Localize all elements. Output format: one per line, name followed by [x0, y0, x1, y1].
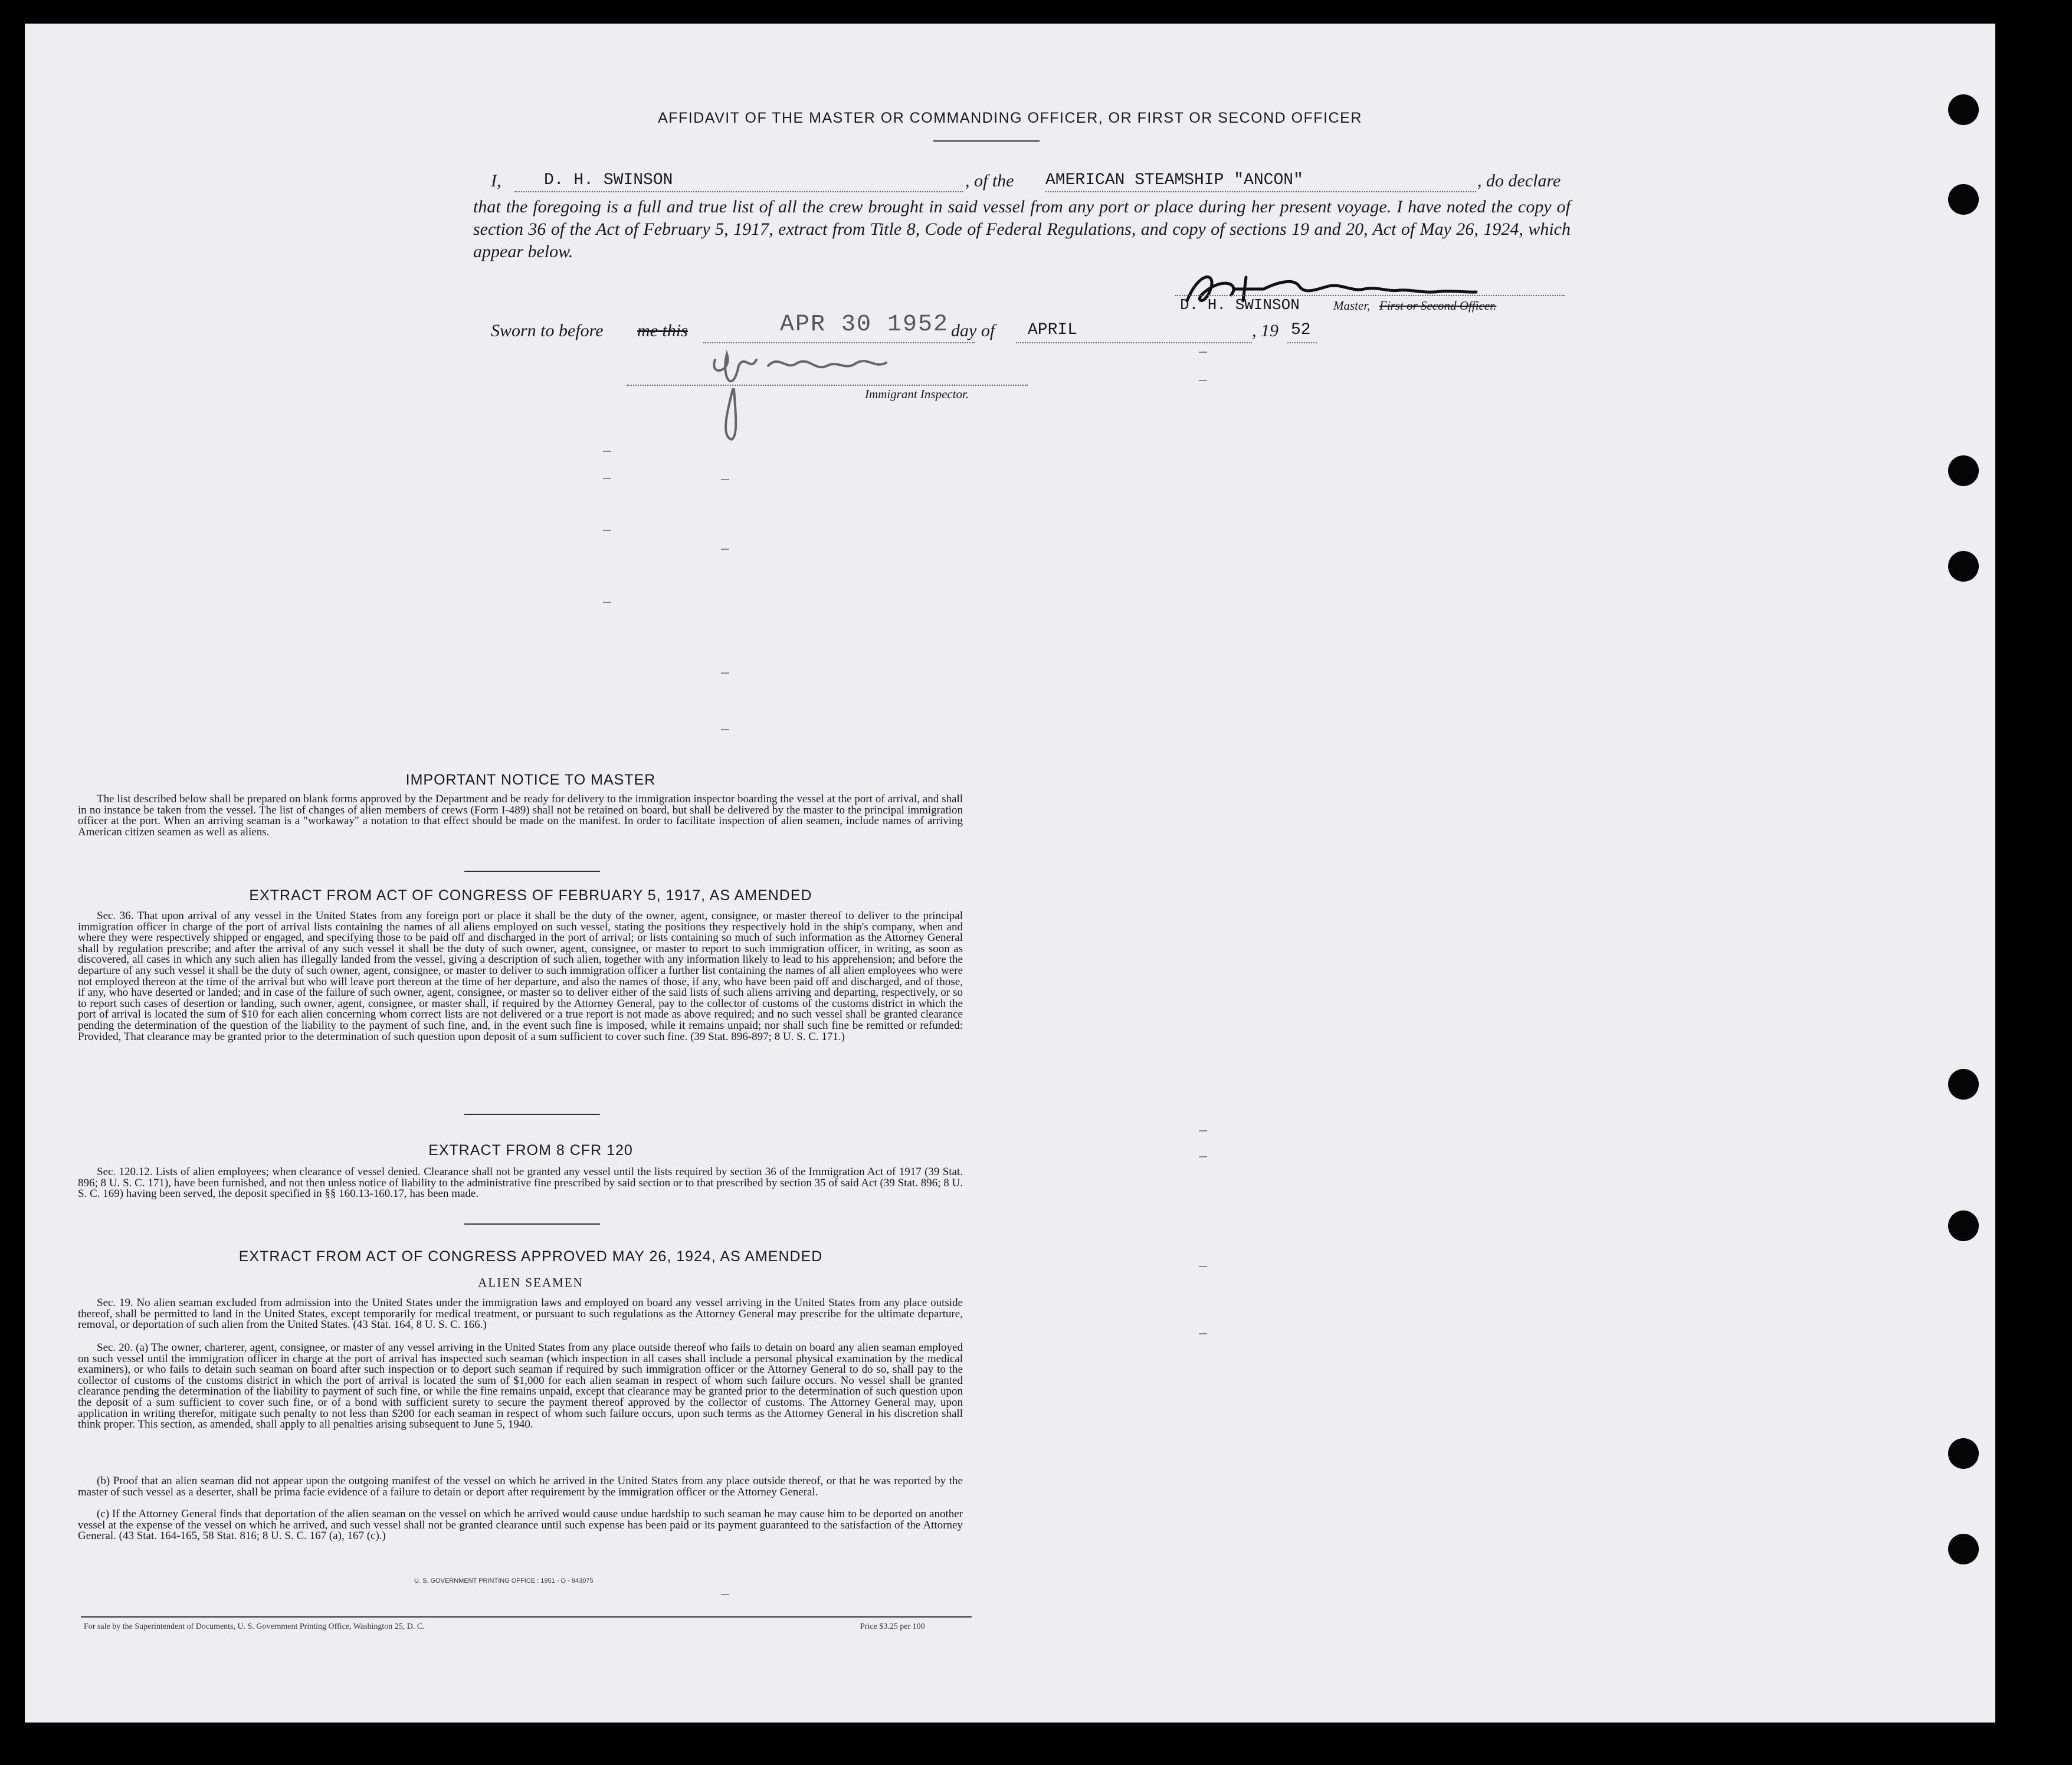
notice-text: The list described below shall be prepared on blank forms approved by the Department and be ready for delivery to the immigration inspector boarding the vessel at the port of arrival, and shall in no instance be taken from the vessel. The list of changes of alien members of crews (Form I-489) shall not be retained on board, but shall be delivered by the master to the principal immigration officer at the port. When an arriving seaman is a "workaway" a notation to that effect should be made on the manifest. In order to facilitate inspection of alien seamen, include names of arriving American citizen seamen as well as aliens.: [78, 793, 963, 838]
ruling-mark: [1199, 1130, 1207, 1131]
ruling-mark: [603, 451, 611, 452]
extract-1924-sec20b: (b) Proof that an alien seaman did not appear upon the outgoing manifest of the vessel on which he arrived in the United States from any place outside thereof, or that he was reported by the master of such vessel as a deserter, shall be prima facie evidence of a failure to detain or deport after requirement by the immigration officer or the Attorney General.: [78, 1475, 963, 1498]
gpo-imprint: U. S. GOVERNMENT PRINTING OFFICE : 1951 - O - 943075: [414, 1577, 594, 1584]
ruling-mark: [603, 602, 611, 603]
extract-cfr-text: Sec. 120.12. Lists of alien employees; when clearance of vessel denied. Clearance shall not be granted any vessel until the lists required by section 36 of the Immigration Act of 1917 (39 Stat. 896; 8 U. S. C. 171), have been furnished, and not then unless notice of liability to the administrative fine prescribed by said section or to that prescribed by section 35 of said Act (39 Stat. 896; 8 U. S. C. 169) having been served, the deposit specified in §§ 160.13-160.17, has been made.: [78, 1166, 963, 1200]
ruling-mark: [721, 549, 729, 550]
ruling-mark: [1199, 1156, 1207, 1157]
ruling-mark: [1199, 380, 1207, 381]
signer-typed-name: D. H. SWINSON: [1180, 296, 1300, 314]
sworn-prefix: Sworn to before: [491, 321, 604, 340]
vessel-line: [1045, 191, 1476, 192]
declarant-prefix: I,: [491, 171, 501, 191]
ruling-mark: [1199, 352, 1207, 353]
ruling-mark: [1199, 1266, 1207, 1267]
sworn-year: 52: [1291, 321, 1311, 339]
master-caption: Master,: [1333, 298, 1371, 313]
ruling-mark: [603, 530, 611, 531]
extract-1924-sec20a: Sec. 20. (a) The owner, charterer, agent, consignee, or master of any vessel arriving in the United States from any place outside thereof who fails to detain on board any alien seaman employed on such vessel until the immigration officer in charge at the port of arrival has inspected such seaman (which inspection in all cases shall include a personal physical examination by the medical examiners), or who fails to detain such seaman on board after such inspection or to deport such seaman if required by such immigration officer or the Attorney General to do so, shall pay to the collector of customs of the customs district in which the port of arrival is located the sum of $1,000 for each alien seaman in respect of whom such failure occurs. No vessel shall be granted clearance pending the determination of the liability to payment of such fine, or while the fine remains unpaid, except that clearance may be granted prior to the determination of such question upon the deposit of a sum sufficient to cover such fine, or of a bond with sufficient surety to secure the payment thereof approved by the collector of customs. The Attorney General may, upon application in writing therefor, mitigate such penalty to not less than $200 for each seaman in respect of whom such failure occurs, upon such terms as the Attorney General in his discretion shall think proper. This section, as amended, shall apply to all penalties arising subsequent to June 5, 1940.: [78, 1341, 963, 1431]
declaration-text: that the foregoing is a full and true list of all the crew brought in said vessel from any port or place during her present voyage. I have noted the copy of section 36 of the Act of February 5, 1917, extract from Title 8, Code of Federal Regulations, and copy of sections 19 and 20, Act of May 26, 1924, which appear below.: [473, 197, 1571, 261]
declarant-name: D. H. SWINSON: [544, 171, 673, 189]
price-note: Price $3.25 per 100: [860, 1622, 925, 1631]
date-stamp: APR 30 1952: [780, 311, 949, 338]
year-prefix: , 19: [1252, 321, 1278, 340]
punch-hole: [1948, 551, 1979, 582]
ruling-mark: [721, 1594, 729, 1595]
day-of-label: day of: [951, 321, 995, 340]
affidavit-title: AFFIDAVIT OF THE MASTER OR COMMANDING OFFICER, OR FIRST OR SECOND OFFICER: [658, 110, 1362, 126]
struck-me-this: me this: [637, 321, 688, 340]
section-rule: [464, 871, 600, 872]
footer-rule: [81, 1616, 972, 1618]
extract-1917-text: Sec. 36. That upon arrival of any vessel in the United States from any foreign port or place it shall be the duty of the owner, agent, consignee, or master thereof to deliver to the principal immigration officer in charge of the port of arrival lists containing the names of all aliens employed on such vessel, stating the positions they respectively hold in the ship's company, when and where they were respectively shipped or engaged, and specifying those to be paid off and discharged in the port of arrival; or lists containing so much of such information as the Attorney General shall by regulation prescribe; and after the arrival of any such vessel it shall be the duty of such owner, agent, consignee, or master to report to such immigration officer, in writing, as soon as discovered, all cases in which any such alien has illegally landed from the vessel, giving a description of such alien, together with any information likely to lead to his apprehension; and before the departure of any such vessel it shall be the duty of such owner, agent, consignee, or master to deliver to such immigration officer a further list containing the names of all alien employees who were not employed thereon at the time of the arrival but who will leave port thereon at the time of her departure, and also the names of those, if any, who have been paid off and discharged, and of those, if any, who have deserted or landed; and in case of the failure of such owner, agent, consignee, or master so to deliver either of the said lists of such aliens arriving and departing, respectively, or so to report such cases of desertion or landing, such owner, agent, consignee, or master shall, if required by the Attorney General, pay to the collector of customs of the customs district in which the port of arrival is located the sum of $10 for each alien concerning whom correct lists are not delivered or a true report is not made as above required; and no such vessel shall be granted clearance pending the determination of the question of the liability to the payment of such fine, and, in the event such fine is imposed, while it remains unpaid; nor shall such fine be remitted or refunded: Provided, That clearance may be granted prior to the determination of such question upon deposit of a sum sufficient to cover such fine. (39 Stat. 896-897; 8 U. S. C. 171.): [78, 910, 963, 1043]
section-rule: [464, 1223, 600, 1225]
section-rule: [464, 1114, 600, 1115]
extract-1924-sec20c: (c) If the Attorney General finds that deportation of the alien seaman on the vessel on which he arrived would cause undue hardship to such seaman he may cause him to be deported on another vessel at the expense of the vessel on which he arrived, and such vessel shall not be granted clearance until such expense has been paid or its payment guaranteed to the satisfaction of the Attorney General. (43 Stat. 164-165, 58 Stat. 816; 8 U. S. C. 167 (a), 167 (c).): [78, 1508, 963, 1543]
extract-1924-sec19: Sec. 19. No alien seaman excluded from admission into the United States under the immigration laws and employed on board any vessel arriving in the United States from any place outside thereof, shall be permitted to land in the United States, except temporarily for medical treatment, or pursuant to such regulations as the Attorney General may prescribe for the ultimate departure, removal, or deportation of such alien from the United States. (43 Stat. 164, 8 U. S. C. 166.): [78, 1297, 963, 1331]
year-line: [1287, 342, 1317, 343]
extract-cfr-heading: EXTRACT FROM 8 CFR 120: [428, 1142, 633, 1159]
ruling-mark: [721, 479, 729, 480]
sworn-month: APRIL: [1028, 321, 1078, 339]
punch-hole: [1948, 94, 1979, 125]
punch-hole: [1948, 1438, 1979, 1469]
do-declare-label: , do declare: [1477, 171, 1561, 191]
vessel-name: AMERICAN STEAMSHIP "ANCON": [1045, 171, 1303, 189]
inspector-signature-line: [627, 385, 1028, 386]
ruling-mark: [721, 672, 729, 674]
of-the-label: , of the: [965, 171, 1014, 191]
struck-officer-caption: First or Second Officer.: [1379, 298, 1497, 313]
extract-1917-heading: EXTRACT FROM ACT OF CONGRESS OF FEBRUARY 5, 1917, AS AMENDED: [249, 887, 812, 904]
inspector-caption: Immigrant Inspector.: [865, 387, 969, 401]
ruling-mark: [603, 478, 611, 479]
notice-heading: IMPORTANT NOTICE TO MASTER: [405, 772, 656, 788]
document-page: [25, 24, 1995, 1723]
punch-hole: [1948, 184, 1979, 215]
month-line: [1016, 342, 1252, 343]
for-sale-note: For sale by the Superintendent of Documents, U. S. Government Printing Office, Washington 25, D. C.: [84, 1622, 425, 1631]
punch-hole: [1948, 1210, 1979, 1241]
declarant-line: [514, 191, 963, 192]
ruling-mark: [721, 729, 729, 730]
punch-hole: [1948, 1534, 1979, 1564]
title-rule: [933, 140, 1040, 142]
punch-hole: [1948, 1069, 1979, 1100]
alien-seamen-subheading: ALIEN SEAMEN: [478, 1275, 583, 1290]
punch-hole: [1948, 455, 1979, 486]
extract-1924-heading: EXTRACT FROM ACT OF CONGRESS APPROVED MAY 26, 1924, AS AMENDED: [238, 1248, 823, 1265]
ruling-mark: [1199, 1333, 1207, 1334]
